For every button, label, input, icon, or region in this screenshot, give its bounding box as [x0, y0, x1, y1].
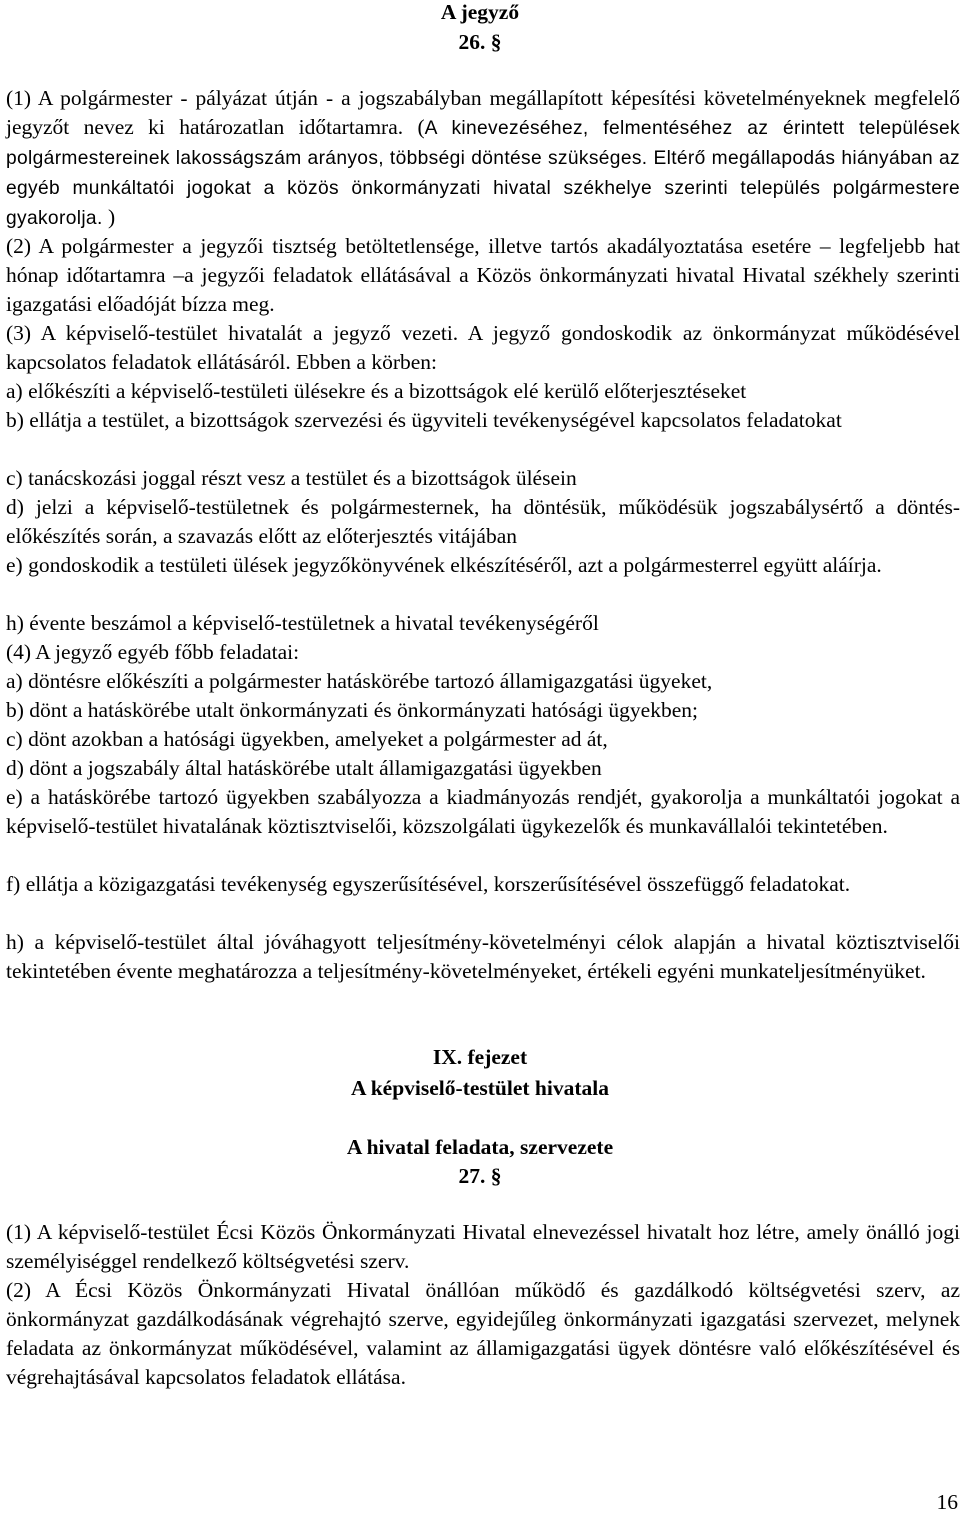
section-26-paragraph-2: (2) A polgármester a jegyzői tisztség betöltetlensége, illetve tartós akadályoztatása esetére – legfeljebb hat hónap időtartamra –a jegyzői feladatok ellátásával a Közös önkormányzati hivatal Hivatal székhely szerinti igazgatási előadóját bízza meg. — [6, 234, 960, 316]
section-26-paragraph-1 — [6, 84, 960, 233]
section-26-4-item-b: b) dönt a hatáskörébe utalt önkormányzati és önkormányzati hatósági ügyekben; — [6, 698, 698, 722]
section-26-4-item-d: d) dönt a jogszabály által hatáskörébe utalt államigazgatási ügyekben — [6, 756, 602, 780]
section-26-3-item-b: b) ellátja a testület, a bizottságok szervezési és ügyviteli tevékenységével kapcsolatos feladatokat — [6, 408, 842, 432]
section-26-3-item-e: e) gondoskodik a testületi ülések jegyzőkönyvének elkészítéséről, azt a polgármesterrel együtt aláírja. — [6, 553, 882, 577]
section-26-3-item-a: a) előkészíti a képviselő-testületi ülésekre és a bizottságok elé kerülő előterjesztéseket — [6, 379, 747, 403]
section-27-paragraph-2: (2) A Écsi Közös Önkormányzati Hivatal önállóan működő és gazdálkodó költségvetési szerv, az önkormányzat gazdálkodásának végrehajtó szerve, egyidejűleg önkormányzati igazgatási szervezet, melynek feladata az önkormányzat működésével, valamint az államigazgatási ügyek döntésre való előkészítésével és végrehajtásával kapcsolatos feladatok ellátása. — [6, 1278, 960, 1389]
section-26-4-item-h: h) a képviselő-testület által jóváhagyott teljesítmény-követelményi célok alapján a hivatal köztisztviselői tekintetében évente meghatározza a teljesítmény-követelményeket, értékeli egyéni munkateljesítményüket. — [6, 930, 960, 983]
section-subtitle: A hivatal feladata, szervezete — [346, 1135, 614, 1159]
section-26-4-item-c: c) dönt azokban a hatósági ügyekben, amelyeket a polgármester ad át, — [6, 727, 608, 751]
paragraph-1-end: ) — [102, 205, 116, 229]
section-26-4-item-e: e) a hatáskörébe tartozó ügyekben szabályozza a kiadmányozás rendjét, gyakorolja a munkáltatói jogokat a képviselő-testület hivatalának köztisztviselői, közszolgálati ügykezelők és munkavállalói tekintetében. — [6, 785, 960, 838]
section-26-4-item-a: a) döntésre előkészíti a polgármester hatáskörébe tartozó államigazgatási ügyeket, — [6, 669, 713, 693]
paragraph-1-start: (1) A polgármester - pályázat útján - a jogszabályban megállapított képesítési követelményeknek megfelelő jegyzőt nevez ki határozatlan időtartamra. ( — [6, 86, 960, 139]
section-27-number: 27. § — [458, 1164, 502, 1188]
section-27-paragraph-1: (1) A képviselő-testület Écsi Közös Önkormányzati Hivatal elnevezéssel hivatalt hoz létre, amely önálló jogi személyiséggel rendelkező költségvetési szerv. — [6, 1220, 960, 1273]
section-26-title: A jegyző — [440, 0, 520, 24]
chapter-label: IX. fejezet — [432, 1045, 528, 1069]
section-26-paragraph-3: (3) A képviselő-testület hivatalát a jegyző vezeti. A jegyző gondoskodik az önkormányzat működésével kapcsolatos feladatok ellátásáról. Ebben a körben: — [6, 321, 960, 374]
section-26-paragraph-4: (4) A jegyző egyéb főbb feladatai: — [6, 640, 300, 664]
section-26-3-item-d: d) jelzi a képviselő-testületnek és polgármesternek, ha döntésük, működésük jogszabálysértő a döntés-előkészítés során, a szavazás előtt az előterjesztés vitájában — [6, 495, 960, 548]
paragraph-1-sans-text: A kinevezéséhez, felmentéséhez az érintett települések polgármestereinek lakosságszám arányos, többségi döntése szükséges. Eltérő megállapodás hiányában az egyéb munkáltatói jogokat a közös önkormányzati hivatal székhelye szerinti település polgármestere gyakorolja. — [6, 118, 960, 229]
section-26-number: 26. § — [458, 30, 502, 54]
chapter-title: A képviselő-testület hivatala — [351, 1076, 609, 1100]
section-26-4-item-f: f) ellátja a közigazgatási tevékenység egyszerűsítésével, korszerűsítésével összefüggő feladatokat. — [6, 872, 851, 896]
section-26-3-item-h: h) évente beszámol a képviselő-testületnek a hivatal tevékenységéről — [6, 611, 599, 635]
section-26-3-item-c: c) tanácskozási joggal részt vesz a testület és a bizottságok ülésein — [6, 466, 577, 490]
page-number: 16 — [936, 1490, 958, 1514]
